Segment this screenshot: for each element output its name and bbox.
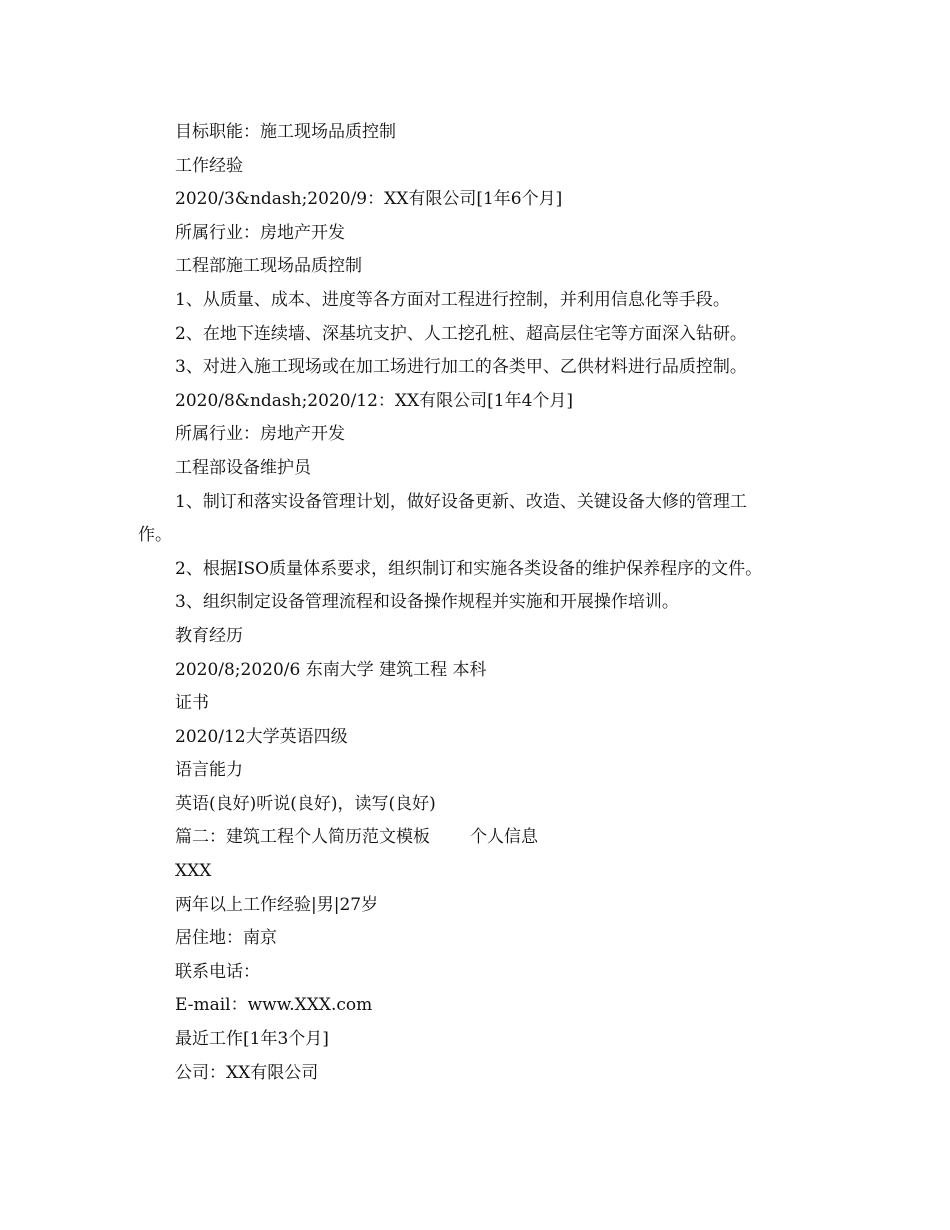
section-heading-education: 教育经历 — [175, 625, 243, 646]
section-heading-certificates: 证书 — [175, 693, 209, 714]
industry-line: 所属行业：房地产开发 — [175, 222, 345, 243]
education-line: 2020/8;2020/6 东南大学 建筑工程 本科 — [175, 659, 487, 680]
personal-info-heading: 个人信息 — [470, 827, 538, 848]
experience-summary-line: 两年以上工作经验|男|27岁 — [175, 894, 379, 915]
email-line: E-mail：www.XXX.com — [175, 995, 373, 1016]
recent-job-line: 最近工作[1年3个月] — [175, 1029, 329, 1050]
job-period-line: 2020/8&ndash;2020/12：XX有限公司[1年4个月] — [175, 390, 574, 411]
job-period-line: 2020/3&ndash;2020/9：XX有限公司[1年6个月] — [175, 189, 563, 210]
duty-item: 1、制订和落实设备管理计划，做好设备更新、改造、关键设备大修的管理工 — [175, 491, 747, 512]
target-role-line: 目标职能：施工现场品质控制 — [175, 122, 396, 142]
duty-item-continuation: 作。 — [138, 525, 172, 546]
section-heading-work-experience: 工作经验 — [175, 155, 243, 176]
company-line: 公司：XX有限公司 — [175, 1062, 319, 1083]
industry-line: 所属行业：房地产开发 — [175, 424, 345, 445]
residence-line: 居住地：南京 — [175, 928, 277, 949]
name-line: XXX — [175, 861, 212, 882]
duty-item: 2、在地下连续墙、深基坑支护、人工挖孔桩、超高层住宅等方面深入钻研。 — [175, 323, 747, 344]
duty-item: 3、对进入施工现场或在加工场进行加工的各类甲、乙供材料进行品质控制。 — [175, 357, 747, 378]
language-line: 英语(良好)听说(良好)，读写(良好) — [175, 793, 436, 814]
duty-item: 3、组织制定设备管理流程和设备操作规程并实施和开展操作培训。 — [175, 592, 679, 613]
part-two-title: 篇二：建筑工程个人简历范文模板 — [175, 827, 430, 848]
phone-line: 联系电话： — [175, 961, 260, 982]
duty-item: 2、根据ISO质量体系要求，组织制订和实施各类设备的维护保养程序的文件。 — [175, 558, 763, 579]
certificate-line: 2020/12大学英语四级 — [175, 726, 348, 747]
duty-item: 1、从质量、成本、进度等各方面对工程进行控制，并利用信息化等手段。 — [175, 289, 730, 310]
section-heading-language: 语言能力 — [175, 760, 243, 781]
part-two-heading-line — [138, 821, 818, 855]
document-body — [138, 116, 818, 1090]
job-title-line: 工程部设备维护员 — [175, 457, 311, 478]
job-title-line: 工程部施工现场品质控制 — [175, 256, 362, 277]
